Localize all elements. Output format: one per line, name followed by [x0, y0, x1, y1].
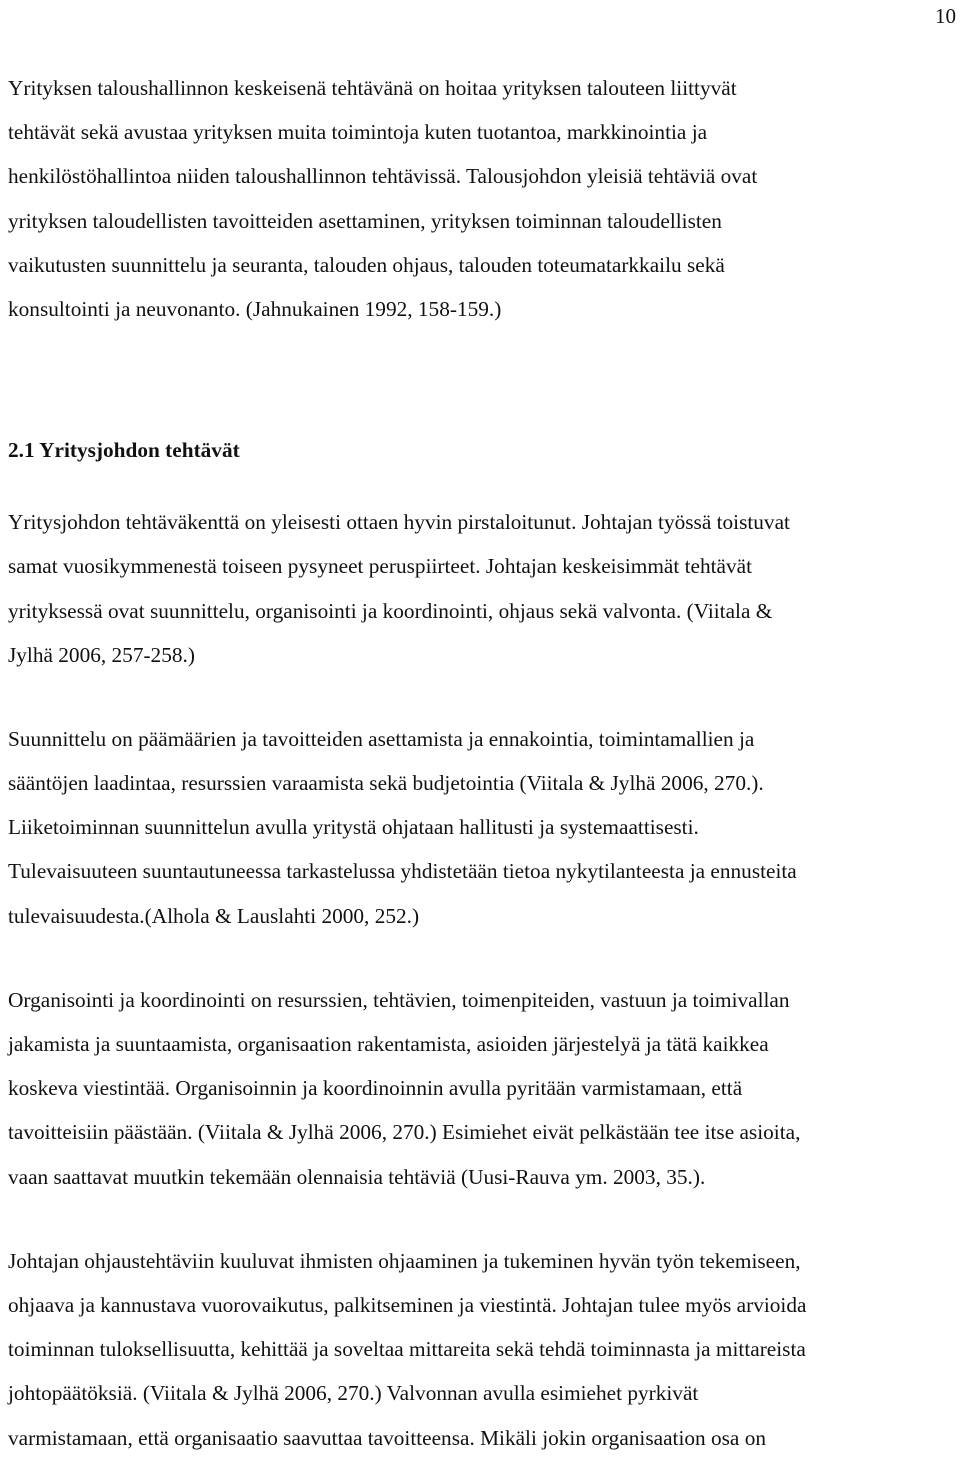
- text-line: henkilöstöhallintoa niiden taloushallinnon tehtävissä. Talousjohdon yleisiä tehtäviä ovat: [8, 164, 758, 189]
- page-number: 10: [935, 4, 956, 28]
- text-line: ohjaava ja kannustava vuorovaikutus, palkitseminen ja viestintä. Johtajan tulee myös arvioida: [8, 1292, 807, 1317]
- text-line: konsultointi ja neuvonanto. (Jahnukainen 1992, 158-159.): [8, 296, 502, 321]
- text-line: yrityksessä ovat suunnittelu, organisointi ja koordinointi, ohjaus sekä valvonta. (Viitala &: [8, 598, 773, 623]
- text-line: jakamista ja suuntaamista, organisaation rakentamista, asioiden järjestelyä ja tätä kaikkea: [8, 1032, 769, 1056]
- section-heading: 2.1 Yritysjohdon tehtävät: [8, 438, 240, 463]
- text-line: vaikutusten suunnittelu ja seuranta, talouden ohjaus, talouden toteumatarkkailu sekä: [8, 252, 725, 277]
- text-line: tehtävät sekä avustaa yrityksen muita toimintoja kuten tuotantoa, markkinointia ja: [8, 120, 708, 145]
- text-line: tulevaisuudesta.(Alhola & Lauslahti 2000, 252.): [8, 903, 420, 928]
- text-line: Jylhä 2006, 257-258.): [8, 642, 195, 667]
- text-line: samat vuosikymmenestä toiseen pysyneet peruspiirteet. Johtajan keskeisimmät tehtävät: [8, 554, 753, 579]
- text-line: Organisointi ja koordinointi on resurssien, tehtävien, toimenpiteiden, vastuun ja toimivallan: [8, 987, 790, 1012]
- text-line: tavoitteisiin päästään. (Viitala & Jylhä 2006, 270.) Esimiehet eivät pelkästään tee itse asioita,: [8, 1120, 801, 1145]
- text-line: Yritysjohdon tehtäväkenttä on yleisesti ottaen hyvin pirstaloitunut. Johtajan työssä toistuvat: [8, 510, 790, 535]
- paragraph-taloushallinto: [8, 66, 952, 331]
- text-line: toiminnan tuloksellisuutta, kehittää ja soveltaa mittareita sekä tehdä toiminnasta ja mittareista: [8, 1337, 806, 1362]
- paragraph-yritysjohdon-tehtavat: [8, 500, 952, 677]
- text-line: yrityksen taloudellisten tavoitteiden asettaminen, yrityksen toiminnan taloudellisten: [8, 208, 722, 233]
- text-line: sääntöjen laadintaa, resurssien varaamista sekä budjetointia (Viitala & Jylhä 2006, 270.).: [8, 771, 764, 796]
- text-line: johtopäätöksiä. (Viitala & Jylhä 2006, 270.) Valvonnan avulla esimiehet pyrkivät: [8, 1381, 699, 1406]
- text-line: Tulevaisuuteen suuntautuneessa tarkastelussa yhdistetään tietoa nykytilanteesta ja ennusteita: [8, 859, 797, 884]
- paragraph-ohjaus: [8, 1239, 952, 1460]
- text-line: Johtajan ohjaustehtäviin kuuluvat ihmisten ohjaaminen ja tukeminen hyvän työn tekemiseen,: [8, 1248, 801, 1273]
- text-line: vaan saattavat muutkin tekemään olennaisia tehtäviä (Uusi-Rauva ym. 2003, 35.).: [8, 1164, 706, 1189]
- text-line: varmistamaan, että organisaatio saavuttaa tavoitteensa. Mikäli jokin organisaation osa on: [8, 1425, 766, 1450]
- text-line: koskeva viestintää. Organisoinnin ja koordinoinnin avulla pyritään varmistamaan, että: [8, 1076, 743, 1101]
- text-line: Suunnittelu on päämäärien ja tavoitteiden asettamista ja ennakointia, toimintamallien ja: [8, 726, 755, 751]
- paragraph-suunnittelu: [8, 717, 952, 938]
- text-line: Yrityksen taloushallinnon keskeisenä tehtävänä on hoitaa yrityksen talouteen liittyvät: [8, 76, 737, 100]
- paragraph-organisointi: [8, 978, 952, 1199]
- document-body: [8, 66, 952, 1460]
- text-line: Liiketoiminnan suunnittelun avulla yritystä ohjataan hallitusti ja systemaattisesti.: [8, 815, 699, 840]
